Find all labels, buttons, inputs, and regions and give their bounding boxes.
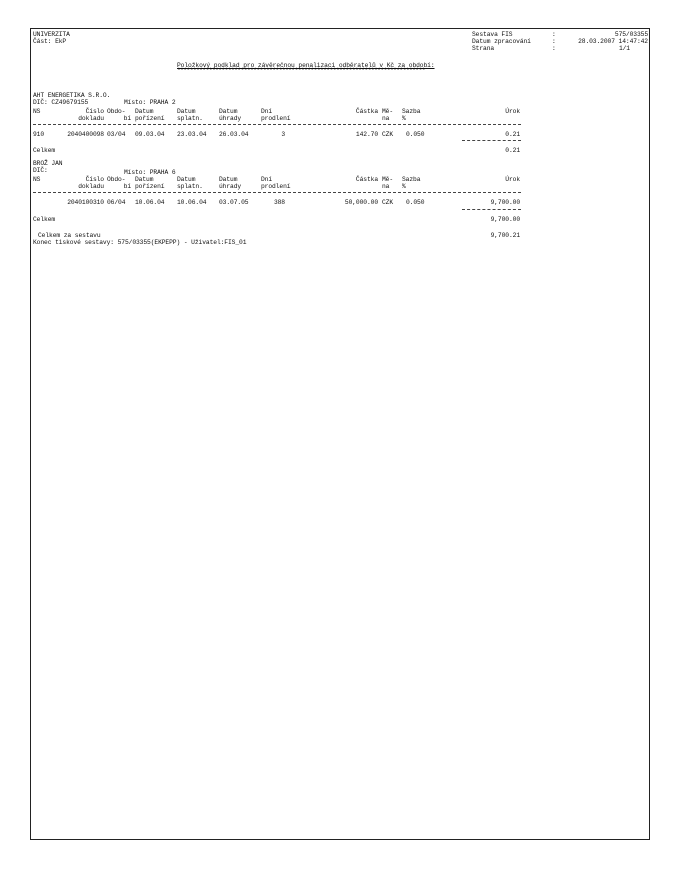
- report-title: Položkový podklad pro závěrečnou penalizaci odběratelů v Kč za období:: [177, 62, 435, 69]
- col-datum-splatn-2: splatn.: [177, 115, 203, 122]
- col-dni: Dní: [261, 176, 273, 183]
- grand-total-value: 9,700.21: [490, 232, 520, 239]
- col-ns: NS: [33, 108, 41, 115]
- col-dni-2: prodlení: [261, 183, 291, 190]
- col-cislo-2: dokladu: [78, 183, 104, 190]
- customer-name: BROŽ JAN: [33, 160, 63, 167]
- row-dni: 3: [281, 131, 285, 138]
- col-castka: Částka: [355, 176, 378, 183]
- page-label: Strana: [472, 45, 495, 52]
- col-datum-splatn: Datum: [177, 108, 196, 115]
- col-datum-uhrady-2: úhrady: [219, 115, 242, 122]
- row-dni: 388: [273, 199, 285, 206]
- col-cislo: Číslo: [85, 108, 104, 115]
- col-sazba-2: %: [402, 183, 406, 190]
- customer-dic: DIČ:: [33, 167, 48, 174]
- row-sazba: 0.050: [406, 199, 425, 206]
- customer-dic: DIČ: CZ49679155: [33, 99, 89, 106]
- col-dni: Dní: [261, 108, 273, 115]
- subtotal-value: 0.21: [505, 147, 520, 154]
- row-obdobi: 06/04: [107, 199, 126, 206]
- col-urok: Úrok: [505, 176, 520, 183]
- col-obdobi: Obdo-: [107, 108, 126, 115]
- org-name: UNIVERZITA: [33, 31, 70, 38]
- col-sazba-2: %: [402, 115, 406, 122]
- header-divider: [33, 124, 521, 125]
- part-label: Část: EkP: [33, 38, 67, 45]
- row-castka: 142.70: [355, 131, 378, 138]
- row-ns: 910: [33, 131, 45, 138]
- col-datum-splatn-2: splatn.: [177, 183, 203, 190]
- subtotal-value: 9,700.00: [490, 216, 520, 223]
- col-obdobi-2: bí: [123, 183, 131, 190]
- row-cislo: 2040100310: [67, 199, 104, 206]
- processing-date: 28.03.2007 14:47:42: [578, 38, 648, 45]
- report-number: 575/03355: [614, 31, 648, 38]
- report-footer: Konec tiskové sestavy: 575/03355(EKPEPP) - Uživatel:FIS_01: [33, 239, 247, 246]
- date-colon: :: [552, 38, 556, 45]
- col-mena: Mě-: [382, 176, 394, 183]
- col-sazba: Sazba: [402, 176, 421, 183]
- col-datum-uhrady: Datum: [219, 176, 238, 183]
- subtotal-label: Celkem: [33, 216, 56, 223]
- row-datum-splatn: 23.03.04: [177, 131, 207, 138]
- col-datum-splatn: Datum: [177, 176, 196, 183]
- col-sazba: Sazba: [402, 108, 421, 115]
- col-datum-porizeni: Datum: [135, 108, 154, 115]
- header-divider: [33, 192, 521, 193]
- report-label: Sestava FIS: [472, 31, 513, 38]
- col-mena-2: na: [382, 115, 390, 122]
- customer-city: Místo: PRAHA 6: [124, 169, 176, 176]
- col-mena-2: na: [382, 183, 390, 190]
- grand-total-label: Celkem za sestavu: [38, 232, 101, 239]
- customer-city: Místo: PRAHA 2: [124, 99, 176, 106]
- subtotal-label: Celkem: [33, 147, 56, 154]
- row-urok: 9,700.00: [490, 199, 520, 206]
- row-datum-uhrady: 26.03.04: [219, 131, 249, 138]
- row-mena: CZK: [382, 199, 394, 206]
- col-datum-porizeni: Datum: [135, 176, 154, 183]
- col-ns: NS: [33, 176, 41, 183]
- customer-name: AHT ENERGETIKA S.R.O.: [33, 92, 111, 99]
- col-obdobi: Obdo-: [107, 176, 126, 183]
- col-castka: Částka: [355, 108, 378, 115]
- row-datum-porizeni: 10.06.04: [135, 199, 165, 206]
- col-datum-uhrady: Datum: [219, 108, 238, 115]
- col-obdobi-2: bí: [123, 115, 131, 122]
- col-datum-porizeni-2: pořízení: [135, 183, 165, 190]
- subtotal-divider: [462, 209, 521, 210]
- row-urok: 0.21: [505, 131, 520, 138]
- row-sazba: 0.050: [406, 131, 425, 138]
- row-datum-porizeni: 09.03.04: [135, 131, 165, 138]
- col-cislo-2: dokladu: [78, 115, 104, 122]
- report-colon: :: [552, 31, 556, 38]
- col-datum-uhrady-2: úhrady: [219, 183, 242, 190]
- row-datum-splatn: 10.06.04: [177, 199, 207, 206]
- page-colon: :: [552, 45, 556, 52]
- row-castka: 50,000.00: [344, 199, 378, 206]
- col-urok: Úrok: [505, 108, 520, 115]
- row-mena: CZK: [382, 131, 394, 138]
- col-mena: Mě-: [382, 108, 394, 115]
- report-page: [30, 28, 650, 840]
- col-dni-2: prodlení: [261, 115, 291, 122]
- date-label: Datum zpracování: [472, 38, 531, 45]
- row-obdobi: 03/04: [107, 131, 126, 138]
- page-number: 1/1: [618, 45, 630, 52]
- col-cislo: Číslo: [85, 176, 104, 183]
- row-datum-uhrady: 03.07.05: [219, 199, 249, 206]
- row-cislo: 2040400098: [67, 131, 104, 138]
- title-underline-stars: ******************************************************************************: [177, 67, 425, 74]
- col-datum-porizeni-2: pořízení: [135, 115, 165, 122]
- subtotal-divider: [462, 140, 521, 141]
